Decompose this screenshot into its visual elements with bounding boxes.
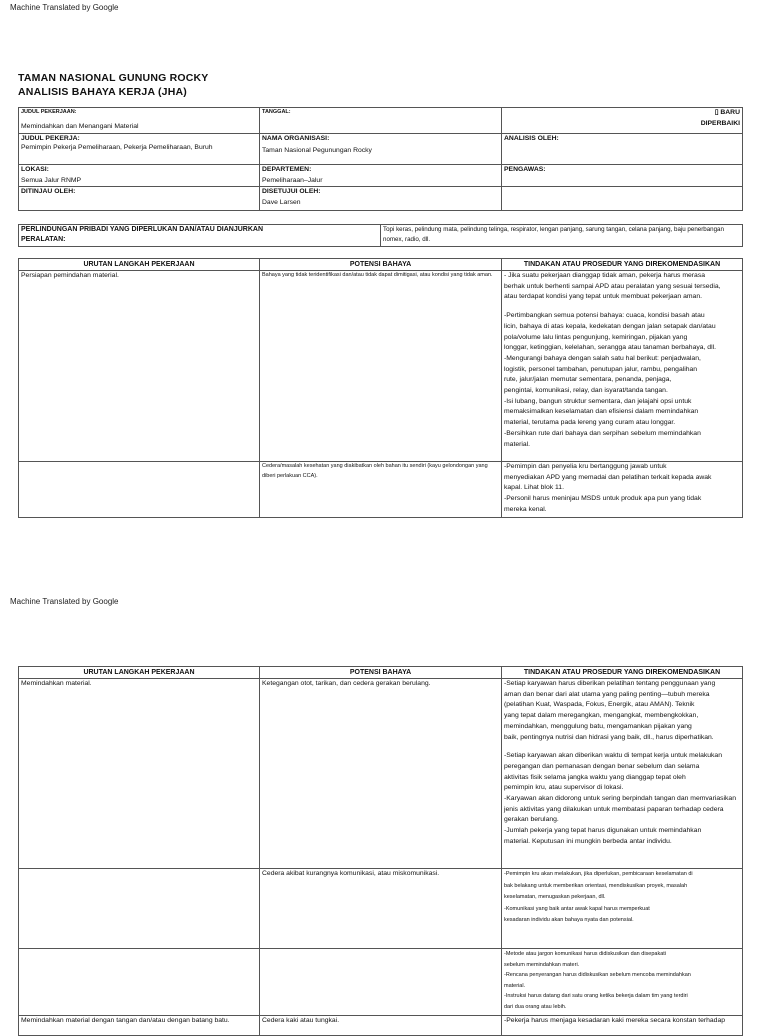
- park-title: TAMAN NASIONAL GUNUNG ROCKY: [18, 72, 209, 84]
- analisis-oleh-cell: [502, 134, 743, 165]
- machine-translated-note: Machine Translated by Google: [10, 3, 119, 12]
- judul-pekerja-value: Pemimpin Pekerja Pemeliharaan, Pekerja Pemeliharaan, Buruh: [21, 144, 213, 151]
- table-row-action: [502, 462, 743, 518]
- action-line: -Komunikasi yang baik antar awak kapal harus memperkuat: [504, 905, 650, 912]
- action-line: memaksimalkan keselamatan dan efisiensi dalam memindahkan: [504, 408, 699, 416]
- action-line: -Isi lubang, bangun struktur sementara, dan jelajahi opsi untuk: [504, 397, 692, 405]
- action-line: (pelatihan Kuat, Waspada, Fokus, Energik, atau AMAN). Teknik: [504, 701, 695, 709]
- action-line: -Pertimbangkan semua potensi bahaya: cuaca, kondisi basah atau: [504, 312, 705, 320]
- ppe-label: PERLINDUNGAN PRIBADI YANG DIPERLUKAN DAN/ATAU DIANJURKAN: [21, 226, 264, 233]
- lokasi-label: LOKASI:: [21, 166, 49, 173]
- action-line: baik, pentingnya nutrisi dan hidrasi yang baik, dll., harus diperhatikan.: [504, 733, 714, 741]
- table-row-hazard: Cedera/masalah kesehatan yang diakibatkan oleh bahan itu sendiri (kayu gelondongan yang diberi perlakuan CCA).: [260, 462, 502, 518]
- action-line: -Jumlah pekerja yang tepat harus digunakan untuk memindahkan: [504, 827, 702, 835]
- table-row-hazard: Ketegangan otot, tarikan, dan cedera gerakan berulang.: [260, 679, 502, 869]
- revision-cell: [502, 108, 743, 134]
- ppe-table: [18, 224, 743, 247]
- action-line: material.: [504, 440, 531, 448]
- empty-cell: [502, 187, 743, 211]
- table-row-action: [502, 271, 743, 462]
- col-header-action: TINDAKAN ATAU PROSEDUR YANG DIREKOMENDASIKAN: [502, 259, 743, 271]
- disetujui-oleh-cell: [260, 187, 502, 211]
- machine-translated-note-2: Machine Translated by Google: [10, 597, 119, 606]
- action-line: mereka kenal.: [504, 505, 547, 513]
- action-line: -Setiap karyawan harus diberikan pelatihan tentang penggunaan yang: [504, 680, 716, 687]
- table-row-action: [502, 949, 743, 1016]
- col-header-step: URUTAN LANGKAH PEKERJAAN: [19, 259, 260, 271]
- table-row-step: Memindahkan material.: [19, 679, 260, 869]
- nama-organisasi-label: NAMA ORGANISASI:: [262, 135, 330, 142]
- action-line: yang tepat dalam meregangkan, mengangkat, membengkokkan,: [504, 712, 699, 720]
- nama-organisasi-value: Taman Nasional Pegunungan Rocky: [262, 147, 372, 154]
- nama-organisasi-cell: [260, 134, 502, 165]
- departemen-cell: [260, 165, 502, 187]
- lokasi-cell: [19, 165, 260, 187]
- action-line: material. Keputusan ini mungkin berbeda antar individu.: [504, 837, 672, 845]
- action-line: bak belakang untuk memberikan orientasi, mendiskusikan proyek, masalah: [504, 882, 688, 889]
- action-line: menyediakan APD yang memadai dan pelatihan terkait kepada awak: [504, 473, 712, 481]
- col-header-hazard: POTENSI BAHAYA: [260, 667, 502, 679]
- table-row-action: [502, 1016, 743, 1036]
- judul-pekerjaan-cell: [19, 108, 260, 134]
- table-row-hazard: Cedera akibat kurangnya komunikasi, atau miskomunikasi.: [260, 869, 502, 949]
- judul-pekerja-cell: [19, 134, 260, 165]
- table-row-step: [19, 869, 260, 949]
- action-line: keselamatan, menugaskan pekerjaan, dll.: [504, 894, 606, 900]
- action-line: -Karyawan akan didorong untuk sering berpindah tangan dan memvariasikan: [504, 795, 736, 803]
- tanggal-label: TANGGAL:: [262, 109, 291, 115]
- action-line: berhak untuk berhenti sampai APD atau peralatan yang sesuai tersedia,: [504, 282, 721, 290]
- action-line: aktivitas fisik selama jangka waktu yang dianggap tepat oleh: [504, 773, 686, 781]
- action-line: longgar, ketinggian, kelelahan, serangga atau tanaman berbahaya, dll.: [504, 344, 716, 352]
- line-gap: [504, 303, 740, 311]
- action-line: -Pekerja harus menjaga kesadaran kaki mereka secara konstan terhadap: [504, 1017, 726, 1024]
- col-header-step: URUTAN LANGKAH PEKERJAAN: [19, 667, 260, 679]
- action-line: pemimpin kru, atau supervisor di lokasi.: [504, 784, 624, 792]
- ppe-value: Topi keras, pelindung mata, pelindung telinga, respirator, lengan panjang, sarung tangan, celana panjang, baju penerbangan nomex, radio, dll.: [381, 225, 743, 247]
- tanggal-cell: [260, 108, 502, 134]
- action-line: -Pemimpin kru akan melakukan, jika diperlukan, pembicaraan keselamatan di: [504, 871, 693, 877]
- departemen-label: DEPARTEMEN:: [262, 166, 312, 173]
- action-line: -Personil harus meninjau MSDS untuk produk apa pun yang tidak: [504, 495, 702, 503]
- action-line: jenis aktivitas yang dilakukan untuk membatasi paparan terhadap cedera: [504, 805, 724, 813]
- judul-pekerjaan-label: JUDUL PEKERJAAN:: [21, 109, 77, 115]
- action-line: kesadaran individu akan bahaya nyata dan potensial.: [504, 917, 634, 923]
- diperbaiki-label: DIPERBAIKI: [700, 120, 740, 127]
- table-row-action: [502, 679, 743, 869]
- action-line: -Mengurangi bahaya dengan salah satu hal berikut: penjadwalan,: [504, 354, 701, 362]
- action-line: -Rencana penyerangan harus didiskusikan sebelum mencoba memindahkan: [504, 972, 691, 978]
- info-table: [18, 107, 743, 211]
- action-line: licin, bahaya di atas kepala, kedekatan dengan jalan setapak dan/atau: [504, 322, 716, 330]
- action-line: -Pemimpin dan penyelia kru bertanggung jawab untuk: [504, 463, 667, 470]
- document-title: ANALISIS BAHAYA KERJA (JHA): [18, 86, 187, 98]
- table-row-step: Persiapan pemindahan material.: [19, 271, 260, 462]
- action-line: memindahkan, menggulung batu, mengamankan pijakan yang: [504, 722, 692, 730]
- action-line: material.: [504, 982, 526, 989]
- ditinjau-oleh-label: DITINJAU OLEH:: [21, 188, 76, 195]
- jha-table-page2: [18, 666, 743, 1036]
- departemen-value: Pemeliharaan–Jalur: [262, 177, 323, 184]
- action-line: logistik, personel tambahan, penutupan jalur, rambu, pengalihan: [504, 365, 698, 373]
- lokasi-value: Semua Jalur RNMP: [21, 177, 82, 184]
- judul-pekerjaan-value: Memindahkan dan Menangani Material: [21, 123, 139, 130]
- disetujui-oleh-label: DISETUJUI OLEH:: [262, 188, 321, 195]
- action-line: pengintai, komunikasi, relay, dan isyarat/tanda tangan.: [504, 387, 668, 395]
- action-line: atau terdapat kondisi yang tepat untuk membuat pekerjaan aman.: [504, 293, 702, 301]
- table-row-step: [19, 462, 260, 518]
- action-line: - Jika suatu pekerjaan dianggap tidak aman, pekerja harus merasa: [504, 272, 706, 279]
- col-header-hazard: POTENSI BAHAYA: [260, 259, 502, 271]
- jha-table-page1: [18, 258, 743, 518]
- action-line: -Bersihkan rute dari bahaya dan serpihan sebelum memindahkan: [504, 429, 701, 437]
- action-line: dari dua orang atau lebih.: [504, 1003, 567, 1010]
- disetujui-oleh-value: Dave Larsen: [262, 199, 301, 206]
- action-line: aman dan benar dari alat utama yang paling penting—tubuh mereka: [504, 690, 710, 698]
- action-line: pola/volume lalu lintas pengunjung, kemiringan, pijakan yang: [504, 333, 688, 341]
- table-row-hazard: Cedera kaki atau tungkai.: [260, 1016, 502, 1036]
- action-line: kapal. Lihat blok 11.: [504, 484, 564, 492]
- action-line: -Setiap karyawan akan diberikan waktu di tempat kerja untuk melakukan: [504, 752, 722, 760]
- table-row-step: [19, 949, 260, 1016]
- table-row-step: Memindahkan material dengan tangan dan/atau dengan batang batu.: [19, 1016, 260, 1036]
- ppe-label-2: PERALATAN:: [21, 236, 66, 243]
- analisis-oleh-label: ANALISIS OLEH:: [504, 135, 559, 142]
- action-line: -Metode atau jargon komunikasi harus didiskusikan dan disepakati: [504, 951, 667, 957]
- action-line: rute, jalur/jalan memutar sementara, penanda, penjaga,: [504, 376, 672, 384]
- table-row-hazard: [260, 949, 502, 1016]
- action-line: material, terutama pada lereng yang curam atau longgar.: [504, 419, 676, 427]
- action-line: peregangan dan pemanasan dengan benar sebelum dan selama: [504, 762, 700, 770]
- table-row-action: [502, 869, 743, 949]
- judul-pekerja-label: JUDUL PEKERJA:: [21, 135, 80, 142]
- pengawas-label: PENGAWAS:: [504, 166, 546, 173]
- action-line: gerakan berulang.: [504, 816, 559, 824]
- action-line: -Instruksi harus datang dari satu orang ketika bekerja dalam tim yang terdiri: [504, 993, 688, 999]
- ditinjau-oleh-cell: [19, 187, 260, 211]
- line-gap: [504, 743, 740, 751]
- col-header-action: TINDAKAN ATAU PROSEDUR YANG DIREKOMENDASIKAN: [502, 667, 743, 679]
- action-line: sebelum memindahkan materi.: [504, 961, 580, 968]
- table-row-hazard: Bahaya yang tidak teridentifikasi dan/atau tidak dapat dimitigasi, atau kondisi yang tidak aman.: [260, 271, 502, 462]
- baru-checkbox-label: ▯ BARU: [714, 109, 740, 116]
- pengawas-cell: [502, 165, 743, 187]
- ppe-label-cell: [19, 225, 381, 247]
